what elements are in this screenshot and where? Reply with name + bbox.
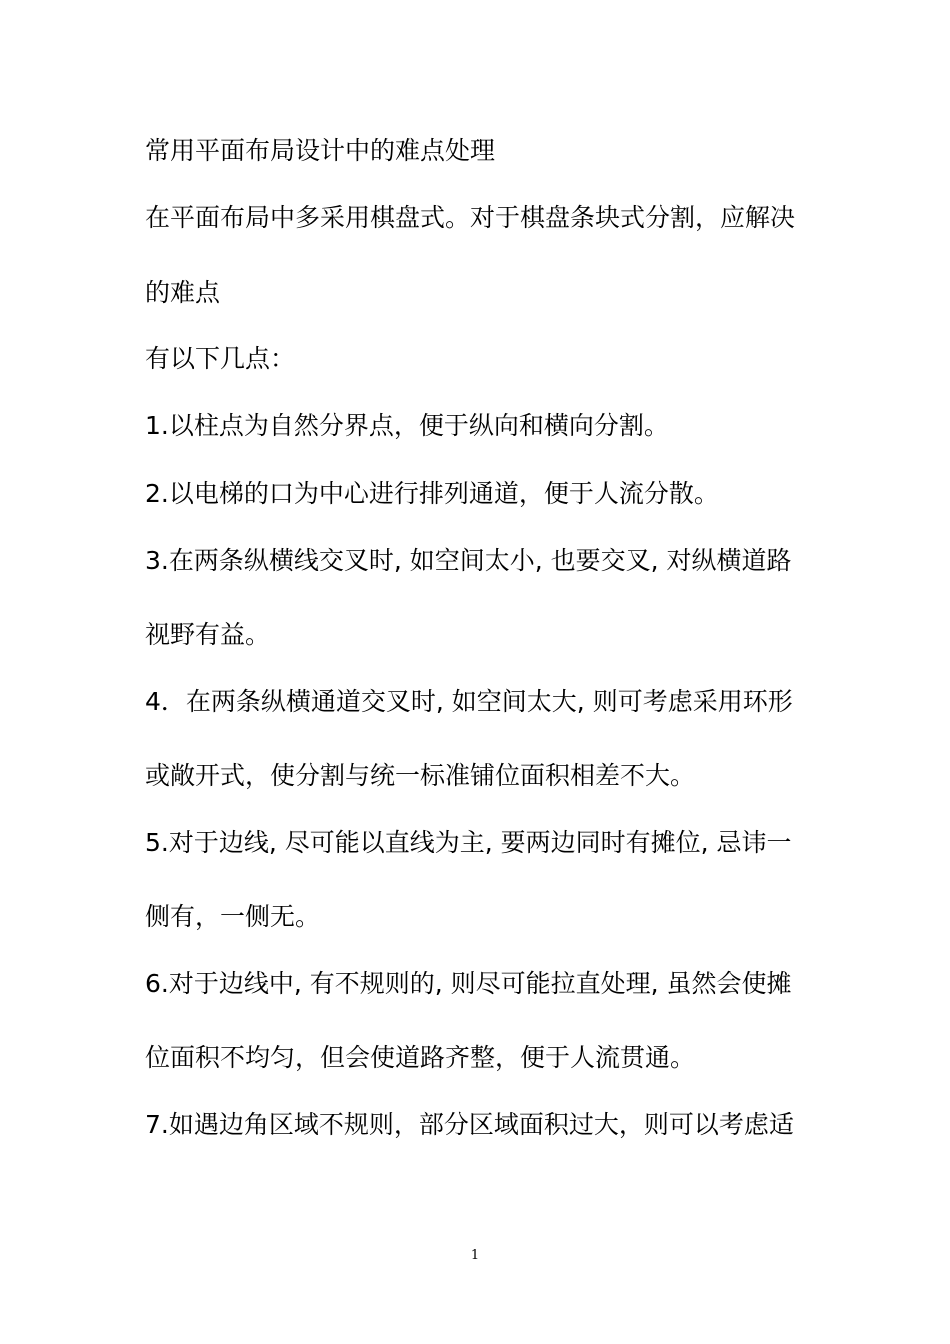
list-item-4: 4．在两条纵横通道交叉时, 如空间太大, 则可考虑采用环形 — [145, 687, 793, 716]
list-item-1: 1.以柱点为自然分界点，便于纵向和横向分割。 — [145, 411, 669, 440]
paragraph-line: 的难点 — [145, 278, 221, 307]
list-item-5-continued: 侧有，一侧无。 — [145, 902, 321, 931]
list-item-3-continued: 视野有益。 — [145, 620, 271, 649]
list-item-6: 6.对于边线中, 有不规则的, 则尽可能拉直处理, 虽然会使摊 — [145, 969, 792, 998]
paragraph-line: 在平面布局中多采用棋盘式。对于棋盘条块式分割，应解决 — [145, 203, 796, 232]
document-title: 常用平面布局设计中的难点处理 — [145, 136, 496, 165]
page-number: 1 — [470, 1248, 480, 1263]
list-item-2: 2.以电梯的口为中心进行排列通道，便于人流分散。 — [145, 479, 719, 508]
list-item-7: 7.如遇边角区域不规则，部分区域面积过大，则可以考虑适 — [145, 1110, 794, 1139]
list-item-6-continued: 位面积不均匀，但会使道路齐整，便于人流贯通。 — [145, 1043, 696, 1072]
list-item-5: 5.对于边线, 尽可能以直线为主, 要两边同时有摊位, 忌讳一 — [145, 828, 792, 857]
paragraph-line: 有以下几点： — [145, 344, 296, 373]
list-item-4-continued: 或敞开式，使分割与统一标准铺位面积相差不大。 — [145, 761, 696, 790]
list-item-3: 3.在两条纵横线交叉时, 如空间太小, 也要交叉, 对纵横道路 — [145, 546, 792, 575]
